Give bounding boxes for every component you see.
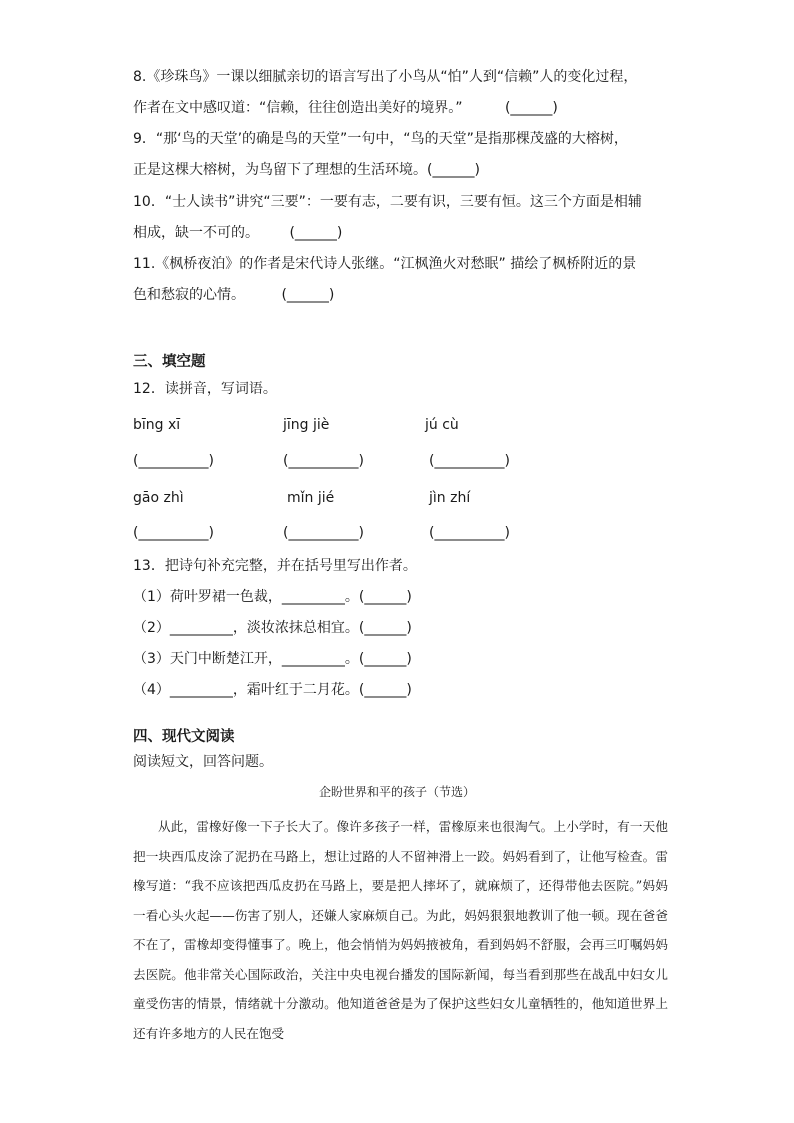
answer-blank-4[interactable]: (__________): [133, 525, 214, 541]
q11-line2-text: 色和愁寂的心情。: [133, 287, 245, 303]
q10-line1: 10．“士人读书”讲究“三要”：一要有志，二要有识，三要有恒。这三个方面是相辅: [133, 194, 642, 210]
q10-answer-bracket[interactable]: (______): [289, 225, 343, 241]
passage-title: 企盼世界和平的孩子（节选）: [318, 785, 475, 799]
pinyin-1: bīng xī: [133, 417, 181, 433]
passage-paragraph: 从此，雷橡好像一下子长大了。像许多孩子一样，雷橡原来也很淘气。上小学时，有一天他把一块西瓜皮涂了泥扔在马路上，想让过路的人不留神滑上一跤。妈妈看到了，让他写检查。雷橡写道：“我不应该把西瓜皮扔在马路上，要是把人摔坏了，就麻烦了，还得带他去医院。”妈妈一看心头火起——伤害了别人，还嫌人家麻烦自己。为此，妈妈狠狠地教训了他一顿。现在爸爸不在了，雷橡却变得懂事了。晚上，他会悄悄为妈妈掖被角，看到妈妈不舒服，会再三叮嘱妈妈去医院。他非常关心国际政治，关注中央电视台播发的国际新闻，每当看到那些在战乱中妇女儿童受伤害的情景，情绪就十分激动。他知道爸爸是为了保护这些妇女儿童牺牲的，他知道世界上还有许多地方的人民在饱受: [133, 819, 668, 1041]
q13-prompt: 13．把诗句补充完整，并在括号里写出作者。: [133, 558, 417, 574]
answer-blank-1[interactable]: (__________): [133, 453, 214, 469]
q13-item-4[interactable]: （4）_________，霜叶红于二月花。(______): [133, 682, 412, 698]
pinyin-2: jīng jiè: [283, 417, 330, 433]
answer-blank-3[interactable]: (__________): [429, 453, 510, 469]
q9-line1: 9．“那‘鸟的天堂’的确是鸟的天堂”一句中，“鸟的天堂”是指那棵茂盛的大榕树，: [133, 131, 628, 147]
q8-line1: 8.《珍珠鸟》一课以细腻亲切的语言写出了小鸟从“怕”人到“信赖”人的变化过程，: [133, 69, 638, 85]
q11-answer-bracket[interactable]: (______): [281, 287, 335, 303]
q13-item-2[interactable]: （2）_________，淡妆浓抹总相宜。(______): [133, 620, 412, 636]
q10-line2-text: 相成，缺一不可的。: [133, 225, 259, 241]
answer-blank-2[interactable]: (__________): [283, 453, 364, 469]
q11-line1: 11.《枫桥夜泊》的作者是宋代诗人张继。“江枫渔火对愁眠” 描绘了枫桥附近的景: [133, 256, 637, 272]
q13-item-1[interactable]: （1）荷叶罗裙一色裁，_________。(______): [133, 589, 412, 605]
q9-line2: 正是这棵大榕树，为鸟留下了理想的生活环境。(______): [133, 162, 480, 178]
q8-line2: [133, 98, 558, 118]
q13-item-3[interactable]: （3）天门中断楚江开，_________。(______): [133, 651, 412, 667]
reading-instruction: 阅读短文，回答问题。: [133, 754, 273, 770]
section3-heading: 三、填空题: [133, 354, 206, 370]
q8-answer-bracket[interactable]: (______): [504, 100, 558, 116]
section4-heading: 四、现代文阅读: [133, 729, 235, 745]
answer-blank-6[interactable]: (__________): [429, 525, 510, 541]
pinyin-4: gāo zhì: [133, 490, 184, 506]
q12-prompt: 12．读拼音，写词语。: [133, 381, 277, 397]
q11-line2: [133, 285, 334, 305]
answer-blank-5[interactable]: (__________): [283, 525, 364, 541]
pinyin-3: jú cù: [425, 417, 459, 433]
q10-line2: [133, 223, 342, 243]
q8-line2-text: 作者在文中感叹道：“信赖，往往创造出美好的境界。”: [133, 100, 463, 116]
pinyin-6: jìn zhí: [429, 490, 471, 506]
pinyin-5: mǐn jié: [287, 490, 335, 506]
